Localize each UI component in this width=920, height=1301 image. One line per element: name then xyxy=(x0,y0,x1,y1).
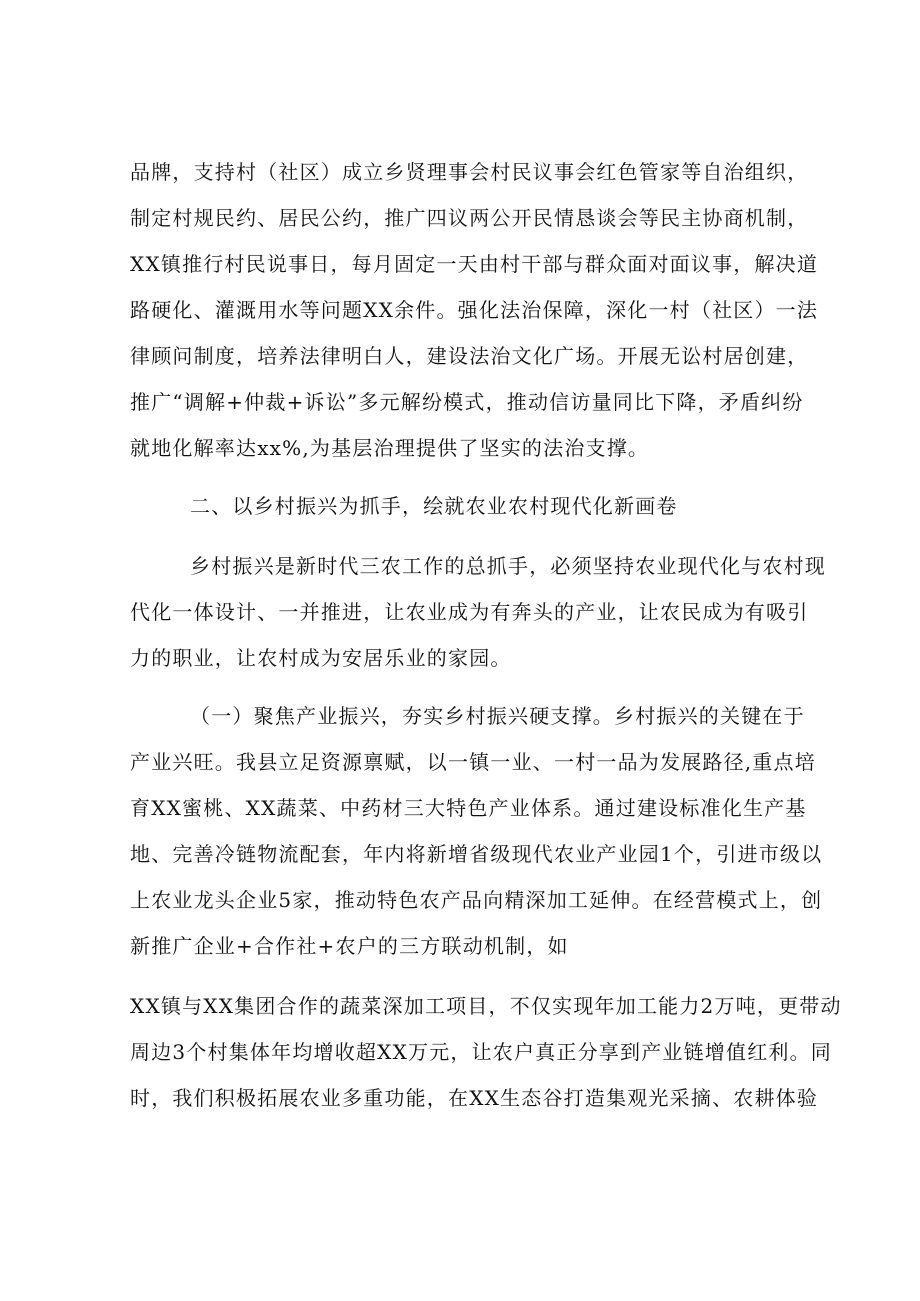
text-line: 时，我们积极拓展农业多重功能，在XX生态谷打造集观光采摘、农耕体验 xyxy=(130,1086,819,1110)
subsection-heading-line: （一）聚焦产业振兴，夯实乡村振兴硬支撑。乡村振兴的关键在于 xyxy=(190,704,805,728)
text-line: 律顾问制度，培养法律明白人，建设法治文化广场。开展无讼村居创建， xyxy=(130,344,809,368)
text-line: 推广“调解+仲裁+诉讼”多元解纷模式，推动信访量同比下降，矛盾纠纷 xyxy=(130,390,804,414)
text-line: 力的职业，让农村成为安居乐业的家园。 xyxy=(130,646,512,670)
text-line: 育XX蜜桃、XX蔬菜、中药材三大特色产业体系。通过建设标准化生产基 xyxy=(130,796,807,820)
text-line: 品牌，支持村（社区）成立乡贤理事会村民议事会红色管家等自治组织， xyxy=(130,160,809,184)
text-line: 上农业龙头企业5家，推动特色农产品向精深加工延伸。在经营模式上，创 xyxy=(130,888,823,912)
text-line: 乡村振兴是新时代三农工作的总抓手，必须坚持农业现代化与农村现 xyxy=(190,554,826,578)
text-line: XX镇推行村民说事日，每月固定一天由村干部与群众面对面议事，解决道 xyxy=(130,252,819,276)
text-line: 就地化解率达xx%,为基层治理提供了坚实的法治支撑。 xyxy=(130,436,650,460)
text-line: XX镇与XX集团合作的蔬菜深加工项目，不仅实现年加工能力2万吨，更带动 xyxy=(130,994,842,1018)
text-line: 地、完善冷链物流配套，年内将新增省级现代农业产业园1个，引进市级以 xyxy=(130,842,823,866)
text-line: 新推广企业+合作社+农户的三方联动机制，如 xyxy=(130,934,569,958)
text-line: 代化一体设计、一并推进，让农业成为有奔头的产业，让农民成为有吸引 xyxy=(130,600,809,624)
text-line: 路硬化、灌溉用水等问题XX余件。强化法治保障，深化一村（社区）一法 xyxy=(130,298,819,322)
text-line: 周边3个村集体年均增收超XX万元，让农户真正分享到产业链增值红利。同 xyxy=(130,1040,833,1064)
text-line: 制定村规民约、居民公约，推广四议两公开民情恳谈会等民主协商机制， xyxy=(130,206,809,230)
text-line: 产业兴旺。我县立足资源禀赋，以一镇一业、一村一品为发展路径,重点培 xyxy=(130,750,816,774)
section-heading: 二、以乡村振兴为抓手，绘就农业农村现代化新画卷 xyxy=(190,494,678,518)
